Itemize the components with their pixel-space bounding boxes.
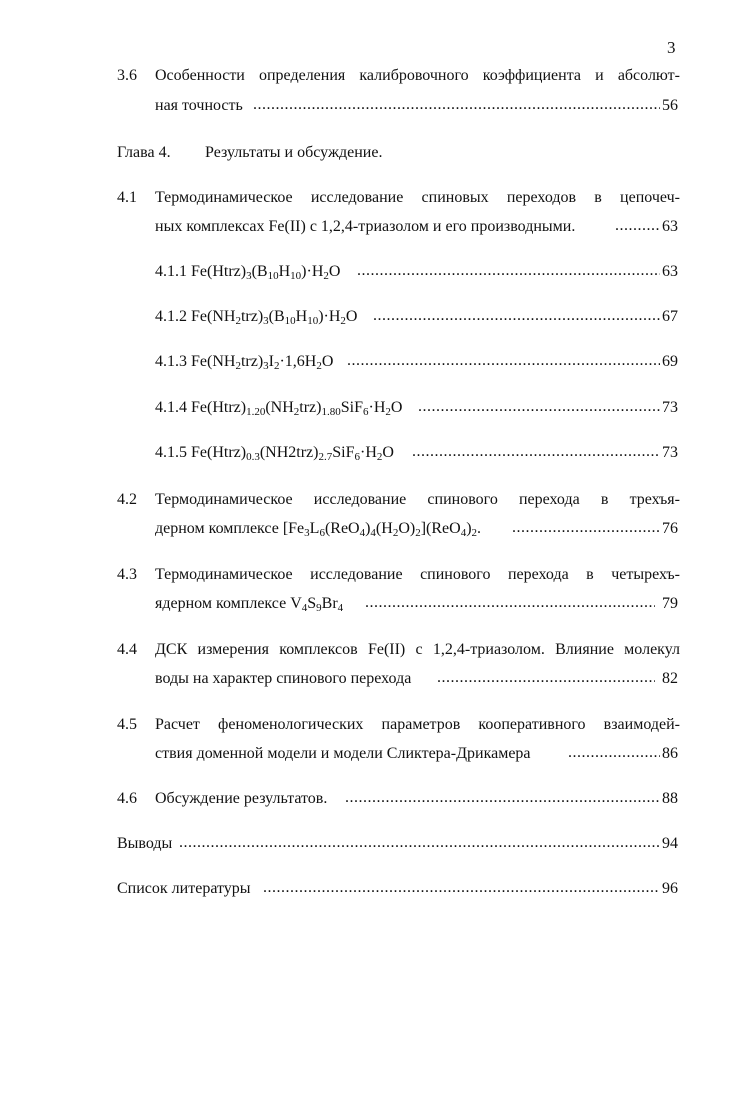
section-number: 4.1.3 <box>155 353 187 370</box>
entry-title-line1: Термодинамическое исследование спиновых переходов в цепочеч- <box>155 189 680 206</box>
section-number: 4.3 <box>117 566 137 583</box>
dot-leader <box>357 262 660 280</box>
entry-title-line2: ная точность <box>155 97 243 114</box>
entry-title: Список литературы <box>117 880 251 897</box>
entry-text: дерном комплексе <box>155 520 279 537</box>
dot-leader <box>568 744 660 762</box>
entry-title <box>155 262 340 282</box>
page-ref: 73 <box>662 399 678 416</box>
dot-leader <box>345 789 660 807</box>
formula: $V_4S_9Br_4$ <box>290 595 344 614</box>
entry-title-line1: Особенности определения калибровочного коэффициента и абсолют- <box>155 67 680 84</box>
dot-leader <box>179 834 660 852</box>
section-number: 4.5 <box>117 716 137 733</box>
dot-leader <box>365 594 655 612</box>
dot-leader <box>373 307 660 325</box>
section-number: 4.6 <box>117 790 137 807</box>
entry-title: Выводы <box>117 835 173 852</box>
page-ref: 79 <box>662 595 678 612</box>
formula: $[Fe_3L_6(ReO_4)_4(H_2O)_2](ReO_4)_2$. <box>282 520 482 539</box>
entry-title-line1: Расчет феноменологических параметров кооперативного взаимодей- <box>155 716 680 733</box>
entry-title <box>155 443 394 463</box>
entry-title-line2: ных комплексах Fe(II) с 1,2,4-триазолом и его производными. <box>155 218 576 235</box>
page-ref: 69 <box>662 353 678 370</box>
entry-title <box>155 352 333 372</box>
page-ref: 82 <box>662 670 678 687</box>
entry-title <box>155 307 357 327</box>
section-number: 4.2 <box>117 491 137 508</box>
entry-title-line1: Термодинамическое исследование спинового перехода в четырехъ- <box>155 566 680 583</box>
entry-title-line1: Термодинамическое исследование спинового перехода в трехъя- <box>155 491 680 508</box>
page-ref: 63 <box>662 218 678 235</box>
entry-title-line2: воды на характер спинового перехода <box>155 670 412 687</box>
section-number: 4.1.1 <box>155 263 187 280</box>
page-ref: 96 <box>662 880 678 897</box>
page-ref: 67 <box>662 308 678 325</box>
formula: $Fe(NH_2trz)_3I_2\cdot 1,6H_2O$ <box>191 353 334 372</box>
dot-leader <box>263 879 660 897</box>
dot-leader <box>412 443 660 461</box>
formula: $Fe(NH_2trz)_3(B_{10}H_{10})\cdot H_2O$ <box>191 308 358 327</box>
section-number: 4.1 <box>117 189 137 206</box>
entry-title <box>155 398 402 418</box>
dot-leader <box>347 352 660 370</box>
page-ref: 76 <box>662 520 678 537</box>
section-number: 4.1.2 <box>155 308 187 325</box>
section-number: 4.1.4 <box>155 399 187 416</box>
formula: $Fe(Htrz)_{1.20}(NH_2trz)_{1.80}SiF_6\cdot H_2O$ <box>191 399 403 418</box>
section-number: 4.4 <box>117 641 137 658</box>
entry-text: ядерном комплексе <box>155 595 287 612</box>
entry-title-line2 <box>155 594 343 614</box>
formula: $Fe(Htrz)_{0.3}(NH2trz)_{2.7}SiF_6\cdot H_2O$ <box>191 444 394 463</box>
dot-leader <box>418 398 660 416</box>
page-ref: 88 <box>662 790 678 807</box>
section-number: 4.1.5 <box>155 444 187 461</box>
chapter-label: Глава 4. <box>117 144 171 161</box>
page-ref: 86 <box>662 745 678 762</box>
entry-title-line2: ствия доменной модели и модели Сликтера-Дрикамера <box>155 745 531 762</box>
chapter-title: Результаты и обсуждение. <box>205 144 383 161</box>
entry-title: Обсуждение результатов. <box>155 790 328 807</box>
page-number: 3 <box>667 38 676 57</box>
dot-leader <box>615 217 660 235</box>
page-ref: 73 <box>662 444 678 461</box>
page-ref: 56 <box>662 97 678 114</box>
dot-leader <box>512 519 660 537</box>
entry-title-line2 <box>155 519 481 539</box>
page-ref: 63 <box>662 263 678 280</box>
entry-title-line1: ДСК измерения комплексов Fe(II) с 1,2,4-триазолом. Влияние молекул <box>155 641 680 658</box>
dot-leader <box>437 669 655 687</box>
dot-leader <box>253 96 660 114</box>
formula: $Fe(Htrz)_3(B_{10}H_{10})\cdot H_2O$ <box>191 263 341 282</box>
section-number: 3.6 <box>117 67 137 84</box>
page-ref: 94 <box>662 835 678 852</box>
